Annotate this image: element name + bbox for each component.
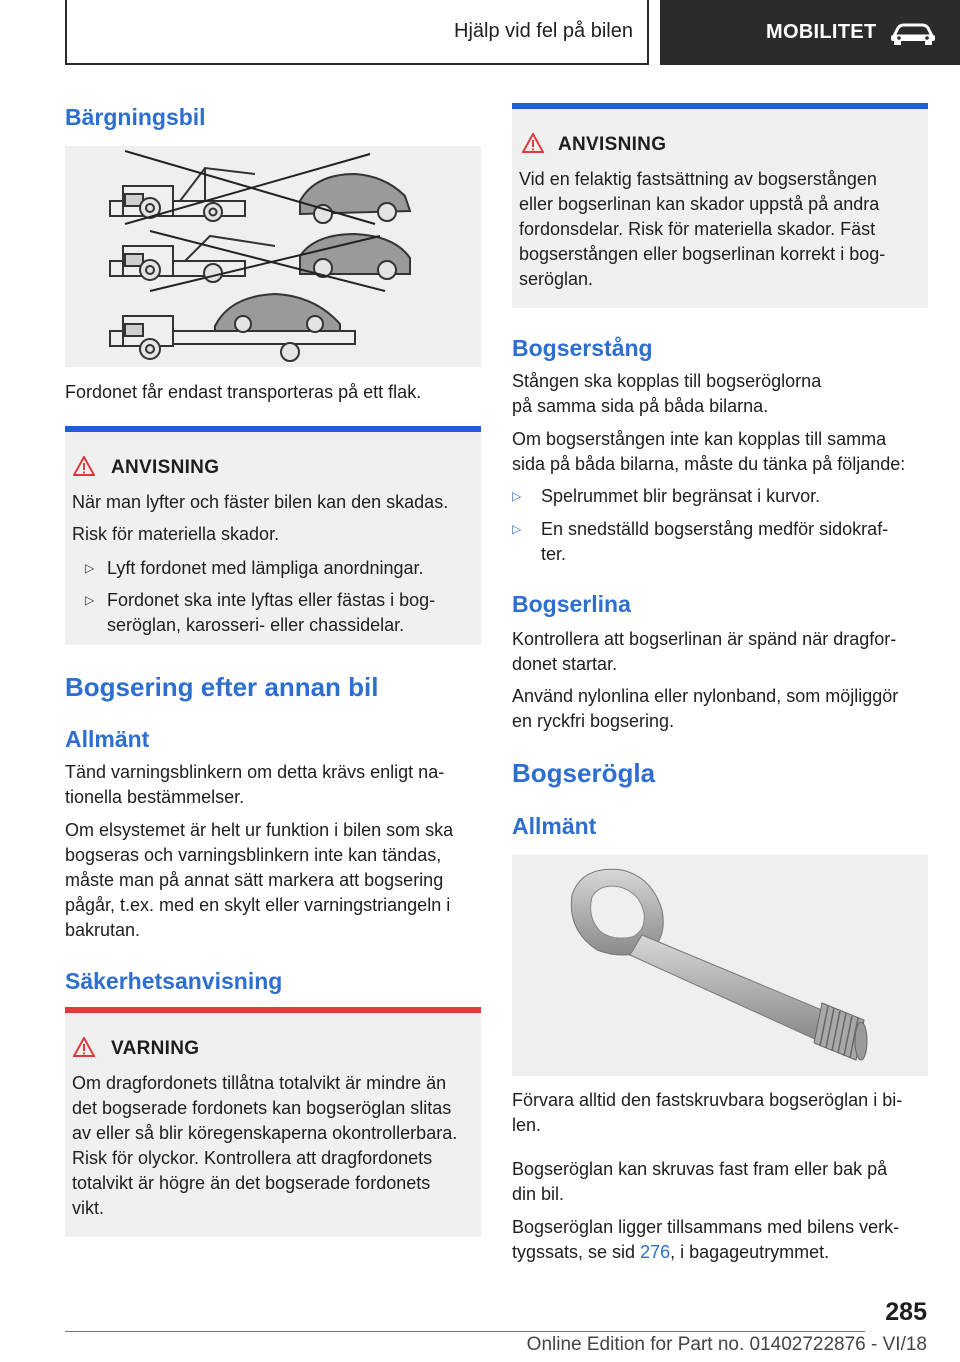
text-line: bakrutan.: [65, 920, 141, 940]
paragraph-stang-1: [512, 369, 942, 419]
car-icon: [888, 20, 938, 46]
note-text: När man lyfter och fäster bilen kan den skadas.: [72, 492, 449, 512]
text-line: Bogseröglan kan skruvas fast fram eller bak på: [512, 1159, 888, 1179]
paragraph-lina-2: [512, 684, 942, 734]
heading-bogserlina: Bogserlina: [512, 591, 631, 617]
text-line: Kontrollera att bogserlinan är spänd när dragfor‐: [512, 629, 897, 649]
heading-allmant-2: Allmänt: [512, 813, 597, 839]
warning-text: [72, 1071, 482, 1221]
footer-edition: Online Edition for Part no. 01402722876 - VI/18: [526, 1334, 927, 1355]
tow-eye-illustration: [512, 855, 928, 1076]
towing-methods-image: [65, 146, 481, 367]
note-title: ANVISNING: [111, 457, 220, 478]
note-text: [519, 167, 929, 292]
warning-triangle-icon: [73, 456, 95, 476]
heading-bargningsbil: Bärgningsbil: [65, 104, 206, 130]
page-number: 285: [885, 1298, 927, 1326]
text-line: vikt.: [72, 1198, 105, 1218]
text-line: bogserstången eller bogserlinan korrekt i bog‐: [519, 244, 886, 264]
text-fragment: tygssats, se sid: [512, 1242, 641, 1262]
text-line: donet startar.: [512, 654, 618, 674]
text-line: av eller så blir köregenskaperna okontrollerbara.: [72, 1123, 458, 1143]
note-text: Risk för materiella skador.: [72, 524, 280, 544]
text-line: din bil.: [512, 1184, 565, 1204]
paragraph-stang-2: [512, 427, 942, 477]
towing-illustration: [65, 146, 481, 367]
text-line: Om dragfordonets tillåtna totalvikt är mindre än: [72, 1073, 447, 1093]
text-line: tionella bestämmelser.: [65, 787, 245, 807]
note-box-1: [65, 426, 481, 645]
bullet-text: Lyft fordonet med lämpliga anordningar.: [107, 558, 424, 578]
text-line: totalvikt är högre än det bogserade fordonets: [72, 1173, 431, 1193]
bullet-text: Spelrummet blir begränsat i kurvor.: [541, 486, 821, 506]
paragraph-lina-1: [512, 627, 942, 677]
paragraph-ligger: [512, 1215, 942, 1265]
tow-eye-image: [512, 855, 928, 1076]
heading-bogsering: Bogsering efter annan bil: [65, 672, 379, 702]
text-fragment: , i bagageutrymmet.: [670, 1242, 830, 1262]
heading-sakerhetsanvisning: Säkerhetsanvisning: [65, 968, 283, 994]
bullet-marker-icon: ▷: [512, 522, 522, 536]
warning-triangle-icon: [522, 133, 544, 153]
bullet-text: ter.: [541, 544, 567, 564]
note-box-2: [512, 103, 928, 308]
warning-box: [65, 1007, 481, 1237]
warning-title: VARNING: [111, 1038, 200, 1059]
footer-divider: [65, 1331, 865, 1332]
text-line: sida på båda bilarna, måste du tänka på följande:: [512, 454, 906, 474]
paragraph-skruvas: [512, 1157, 942, 1207]
text-line: eller bogserlinan kan skador uppstå på andra: [519, 194, 880, 214]
bullet-text: Fordonet ska inte lyftas eller fästas i bog‐: [107, 590, 436, 610]
bullet-marker-icon: ▷: [85, 593, 95, 607]
text-line: Bogseröglan ligger tillsammans med bilens verk‐: [512, 1217, 900, 1237]
text-line: Tänd varningsblinkern om detta krävs enligt na‐: [65, 762, 445, 782]
header-chapter-title: MOBILITET: [766, 21, 877, 43]
text-line: en ryckfri bogsering.: [512, 711, 675, 731]
towing-caption: Fordonet får endast transporteras på ett flak.: [65, 382, 422, 402]
text-line: len.: [512, 1115, 542, 1135]
paragraph-forvara: [512, 1088, 942, 1138]
bullet-item: [512, 517, 932, 567]
text-line: pågår, t.ex. med en skylt eller varningstriangeln i: [65, 895, 451, 915]
text-line: Stången ska kopplas till bogseröglorna: [512, 371, 822, 391]
text-line: Risk för olyckor. Kontrollera att dragfordonets: [72, 1148, 433, 1168]
text-line: måste man på annat sätt markera att bogsering: [65, 870, 444, 890]
text-line: Om bogserstången inte kan kopplas till samma: [512, 429, 887, 449]
warning-triangle-icon: [73, 1037, 95, 1057]
bullet-text: En snedställd bogserstång medför sidokraf‐: [541, 519, 889, 539]
text-line: Förvara alltid den fastskruvbara bogseröglan i bi‐: [512, 1090, 903, 1110]
text-line: Vid en felaktig fastsättning av bogserstången: [519, 169, 877, 189]
header-chapter: [660, 0, 960, 65]
header-section-title: Hjälp vid fel på bilen: [454, 20, 633, 42]
heading-bogserstang: Bogserstång: [512, 335, 653, 361]
text-line: [512, 1240, 942, 1265]
text-line: bogseras och varningsblinkern inte kan tändas,: [65, 845, 442, 865]
text-line: Använd nylonlina eller nylonband, som möjliggör: [512, 686, 899, 706]
note-title: ANVISNING: [558, 134, 667, 155]
text-line: fordonsdelar. Risk för materiella skador. Fäst: [519, 219, 876, 239]
bullet-text: seröglan, karosseri- eller chassidelar.: [107, 615, 405, 635]
heading-bogserogla: Bogserögla: [512, 758, 656, 788]
paragraph-elsystem: [65, 818, 485, 943]
heading-allmant: Allmänt: [65, 726, 150, 752]
note-bullet: [85, 556, 475, 581]
header-section: [65, 0, 649, 65]
text-line: på samma sida på båda bilarna.: [512, 396, 769, 416]
bullet-marker-icon: ▷: [85, 561, 95, 575]
text-line: seröglan.: [519, 269, 594, 289]
paragraph-allmant: [65, 760, 485, 810]
text-line: Om elsystemet är helt ur funktion i bilen som ska: [65, 820, 454, 840]
text-line: det bogserade fordonets kan bogseröglan slitas: [72, 1098, 452, 1118]
page-reference-link[interactable]: 276: [640, 1242, 671, 1262]
bullet-item: [512, 484, 932, 509]
note-bullet: [85, 588, 475, 638]
bullet-marker-icon: ▷: [512, 489, 522, 503]
